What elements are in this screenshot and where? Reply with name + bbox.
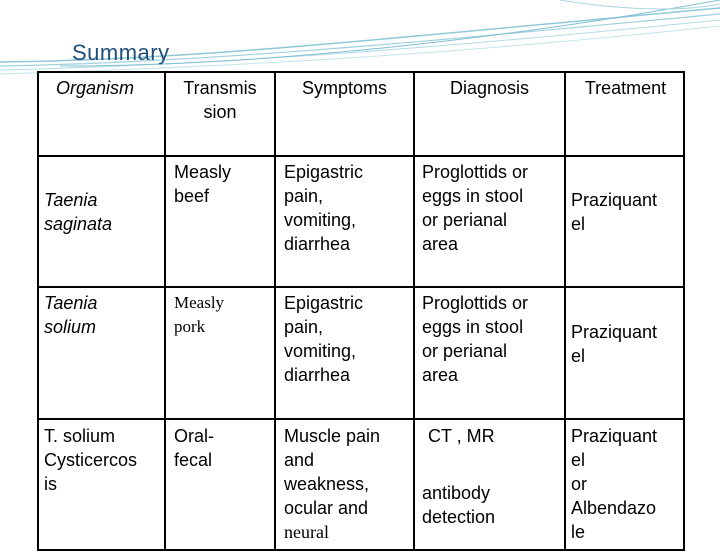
- row2-diagnosis: Proglottids or eggs in stool or perianal area: [422, 293, 529, 385]
- row3-treatment: Praziquant el or Albendazo le: [571, 426, 658, 542]
- header-transmission: Transmis sion: [183, 78, 257, 122]
- row2-transmission: Measly pork: [174, 293, 225, 336]
- header-treatment: Treatment: [584, 78, 667, 98]
- row3-diagnosis-serology: antibody detection: [422, 483, 496, 527]
- row1-organism: Taenia saginata: [44, 190, 113, 234]
- row2-symptoms: Epigastric pain, vomiting, diarrhea: [284, 293, 364, 385]
- row-divider: [37, 286, 685, 288]
- row2-organism: Taenia solium: [44, 293, 98, 337]
- slide-title: Summary: [72, 40, 170, 65]
- row1-transmission: Measly beef: [174, 162, 232, 206]
- row1-symptoms: Epigastric pain, vomiting, diarrhea: [284, 162, 364, 254]
- column-divider: [413, 71, 415, 551]
- row-divider: [37, 418, 685, 420]
- row3-diagnosis-imaging: CT , MR: [428, 426, 495, 446]
- row-divider: [37, 155, 685, 157]
- row3-symptoms-last-line: neural: [284, 522, 329, 542]
- column-divider: [164, 71, 166, 551]
- column-divider: [564, 71, 566, 551]
- row1-diagnosis: Proglottids or eggs in stool or perianal area: [422, 162, 529, 254]
- row3-transmission: Oral- fecal: [174, 426, 214, 470]
- row1-treatment: Praziquant el: [571, 190, 658, 234]
- row3-organism: T. solium Cysticercos is: [44, 426, 138, 494]
- column-divider: [274, 71, 276, 551]
- header-organism: Organism: [56, 78, 135, 98]
- header-symptoms: Symptoms: [301, 78, 388, 98]
- row2-treatment: Praziquant el: [571, 322, 658, 366]
- row3-symptoms: Muscle pain and weakness, ocular and neural: [284, 426, 381, 542]
- header-diagnosis: Diagnosis: [449, 78, 530, 98]
